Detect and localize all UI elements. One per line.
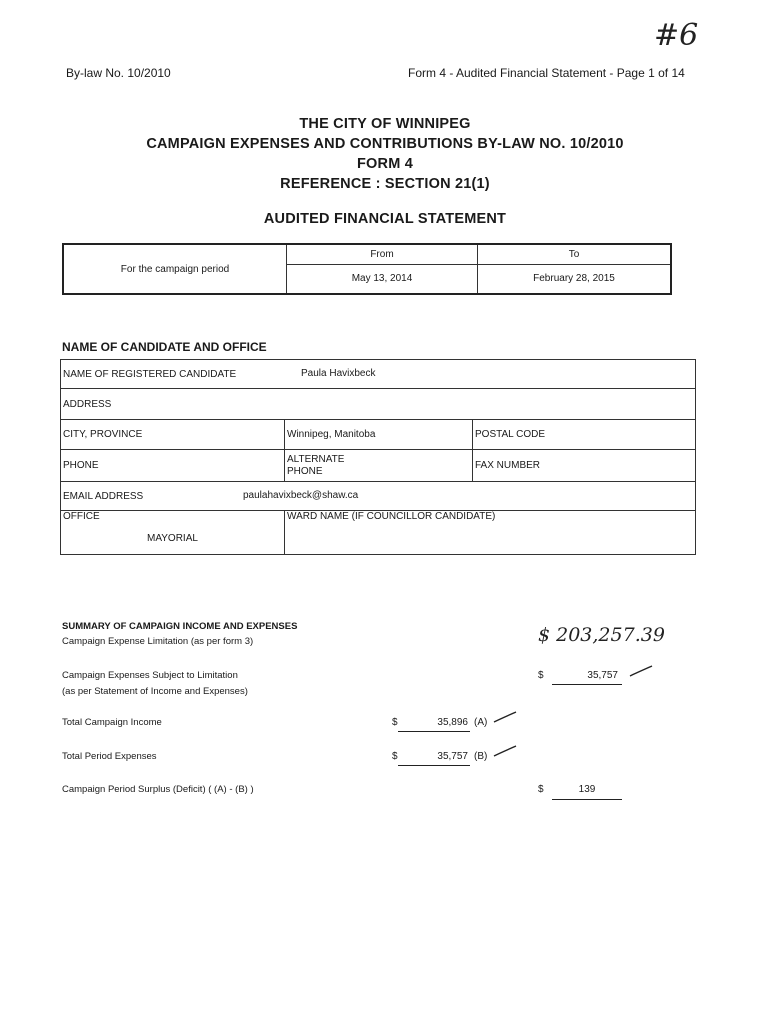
postal-code-label: POSTAL CODE [473, 420, 696, 450]
surplus-label: Campaign Period Surplus (Deficit) ( (A) - (B) ) [62, 784, 254, 795]
office-label: OFFICE [63, 511, 100, 522]
email-value: paulahavixbeck@shaw.ca [243, 490, 359, 501]
alternate-phone-label-1: ALTERNATE [287, 453, 345, 465]
email-label: EMAIL ADDRESS [63, 490, 144, 502]
income-label: Total Campaign Income [62, 717, 162, 728]
city-label: CITY, PROVINCE [61, 420, 285, 450]
limitation-label: Campaign Expense Limitation (as per form 3) [62, 636, 254, 647]
check-mark-expenses-icon [492, 744, 518, 760]
alternate-phone-cell [285, 450, 473, 482]
candidate-table [60, 359, 696, 555]
title-form: FORM 4 [357, 156, 413, 172]
period-to-label: To [478, 244, 672, 264]
form-page-info: Form 4 - Audited Financial Statement - Page 1 of 14 [408, 66, 685, 80]
expenses-label: Total Period Expenses [62, 751, 157, 762]
income-value: 35,896 [398, 717, 470, 732]
subject-label-1: Campaign Expenses Subject to Limitation [62, 670, 238, 681]
fax-number-label: FAX NUMBER [473, 450, 696, 482]
income-tag: (A) [474, 717, 488, 728]
alternate-phone-label-2: PHONE [287, 465, 323, 477]
income-currency: $ [392, 717, 398, 728]
summary-title: SUMMARY OF CAMPAIGN INCOME AND EXPENSES [62, 621, 298, 632]
expenses-tag: (B) [474, 751, 488, 762]
office-cell [61, 511, 285, 555]
title-bylaw: CAMPAIGN EXPENSES AND CONTRIBUTIONS BY-LAW NO. 10/2010 [146, 136, 624, 152]
period-from-value: May 13, 2014 [287, 264, 478, 294]
handwritten-page-number: #6 [654, 18, 699, 53]
surplus-currency: $ [538, 784, 544, 795]
candidate-name-value: Paula Havixbeck [301, 368, 376, 379]
title-reference: REFERENCE : SECTION 21(1) [280, 176, 490, 192]
campaign-period-table [62, 243, 672, 295]
phone-label: PHONE [61, 450, 285, 482]
check-mark-income-icon [492, 710, 518, 726]
title-city: THE CITY OF WINNIPEG [299, 116, 471, 132]
surplus-value: 139 [552, 784, 622, 800]
period-from-label: From [287, 244, 478, 264]
address-label: ADDRESS [61, 389, 696, 420]
candidate-name-row [61, 360, 696, 389]
city-value: Winnipeg, Manitoba [285, 420, 473, 450]
office-value: MAYORIAL [147, 533, 198, 544]
period-label: For the campaign period [63, 244, 287, 294]
candidate-section-title: NAME OF CANDIDATE AND OFFICE [62, 340, 267, 354]
expenses-value: 35,757 [398, 751, 470, 766]
bylaw-number: By-law No. 10/2010 [66, 66, 171, 80]
period-to-value: February 28, 2015 [478, 264, 672, 294]
candidate-name-label: NAME OF REGISTERED CANDIDATE [63, 368, 237, 380]
email-row [61, 482, 696, 511]
subject-label-2: (as per Statement of Income and Expenses) [62, 686, 248, 697]
subject-value: 35,757 [552, 670, 622, 685]
check-mark-subject-icon [628, 664, 654, 680]
ward-name-label: WARD NAME (IF COUNCILLOR CANDIDATE) [285, 511, 696, 555]
expenses-currency: $ [392, 751, 398, 762]
handwritten-limitation-amount: $ 203,257.39 [538, 624, 665, 646]
subject-currency: $ [538, 670, 544, 681]
title-statement: AUDITED FINANCIAL STATEMENT [263, 211, 507, 227]
